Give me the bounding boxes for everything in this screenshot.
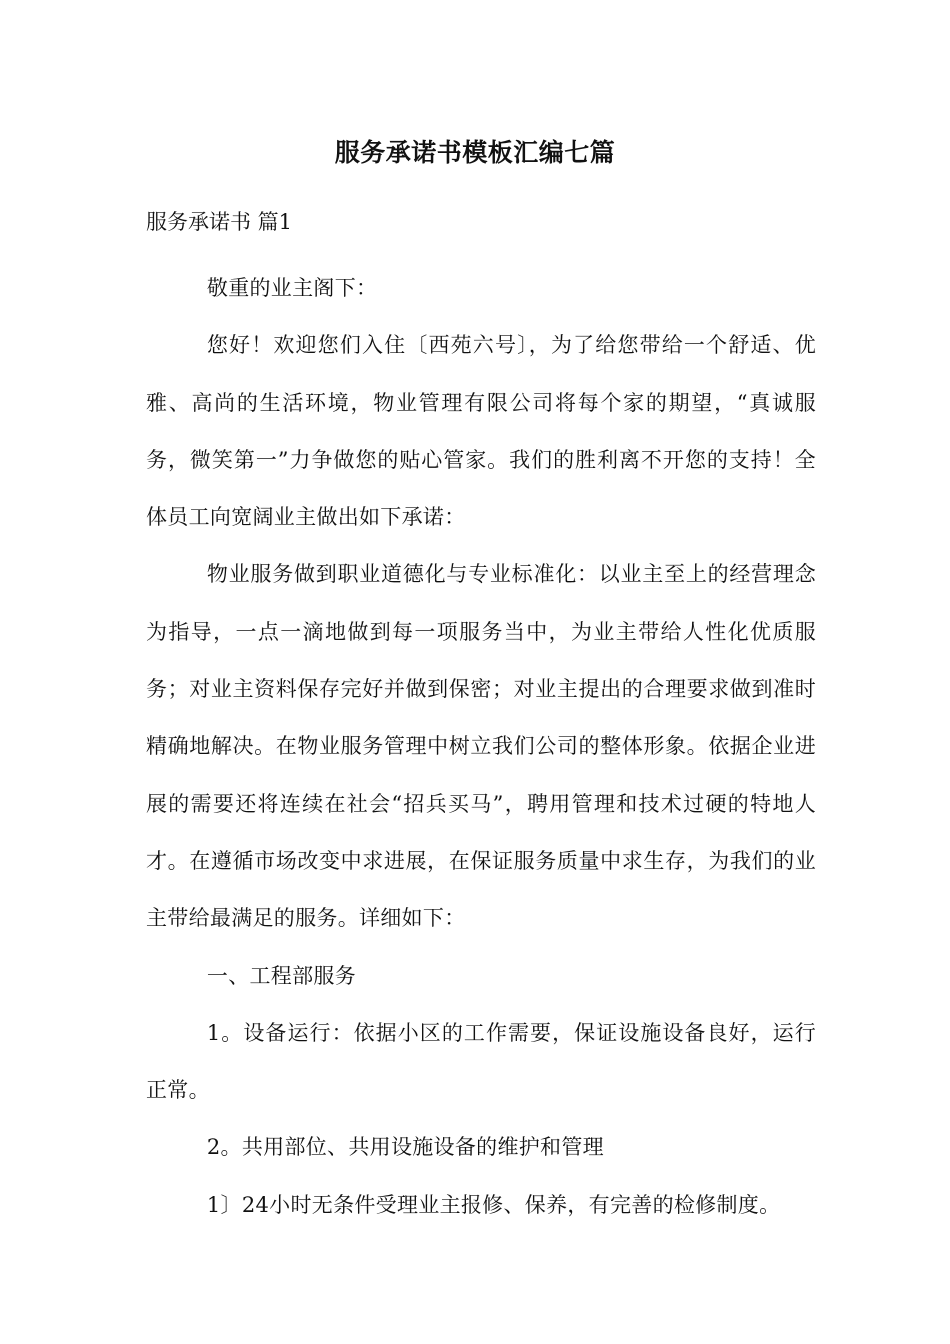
document-title: 服务承诺书模板汇编七篇 bbox=[334, 138, 616, 167]
list-item-equipment-operation: 1。设备运行：依据小区的工作需要，保证设施设备良好，运行正常。 bbox=[146, 1020, 816, 1103]
salutation-paragraph: 敬重的业主阁下： bbox=[206, 276, 378, 300]
document-body bbox=[146, 260, 816, 1234]
subsection-heading-engineering: 一、工程部服务 bbox=[206, 963, 356, 988]
section-heading: 服务承诺书 篇1 bbox=[146, 210, 293, 234]
list-item-repair-service: 1〕24小时无条件受理业主报修、保养，有完善的检修制度。 bbox=[206, 1192, 781, 1217]
welcome-paragraph: 您好！欢迎您们入住〔西苑六号〕，为了给您带给一个舒适、优雅、高尚的生活环境，物业管理有限公司将每个家的期望，“真诚服务，微笑第一”力争做您的贴心管家。我们的胜利离不开您的支持！全体员工向宽阔业主做出如下承诺： bbox=[146, 333, 816, 530]
list-item-shared-facilities: 2。共用部位、共用设施设备的维护和管理 bbox=[206, 1135, 604, 1160]
service-principles-paragraph: 物业服务做到职业道德化与专业标准化：以业主至上的经营理念为指导，一点一滴地做到每一项服务当中，为业主带给人性化优质服务；对业主资料保存完好并做到保密；对业主提出的合理要求做到准时精确地解决。在物业服务管理中树立我们公司的整体形象。依据企业进展的需要还将连续在社会“招兵买马”，聘用管理和技术过硬的特地人才。在遵循市场改变中求进展，在保证服务质量中求生存，为我们的业主带给最满足的服务。详细如下： bbox=[146, 562, 816, 931]
